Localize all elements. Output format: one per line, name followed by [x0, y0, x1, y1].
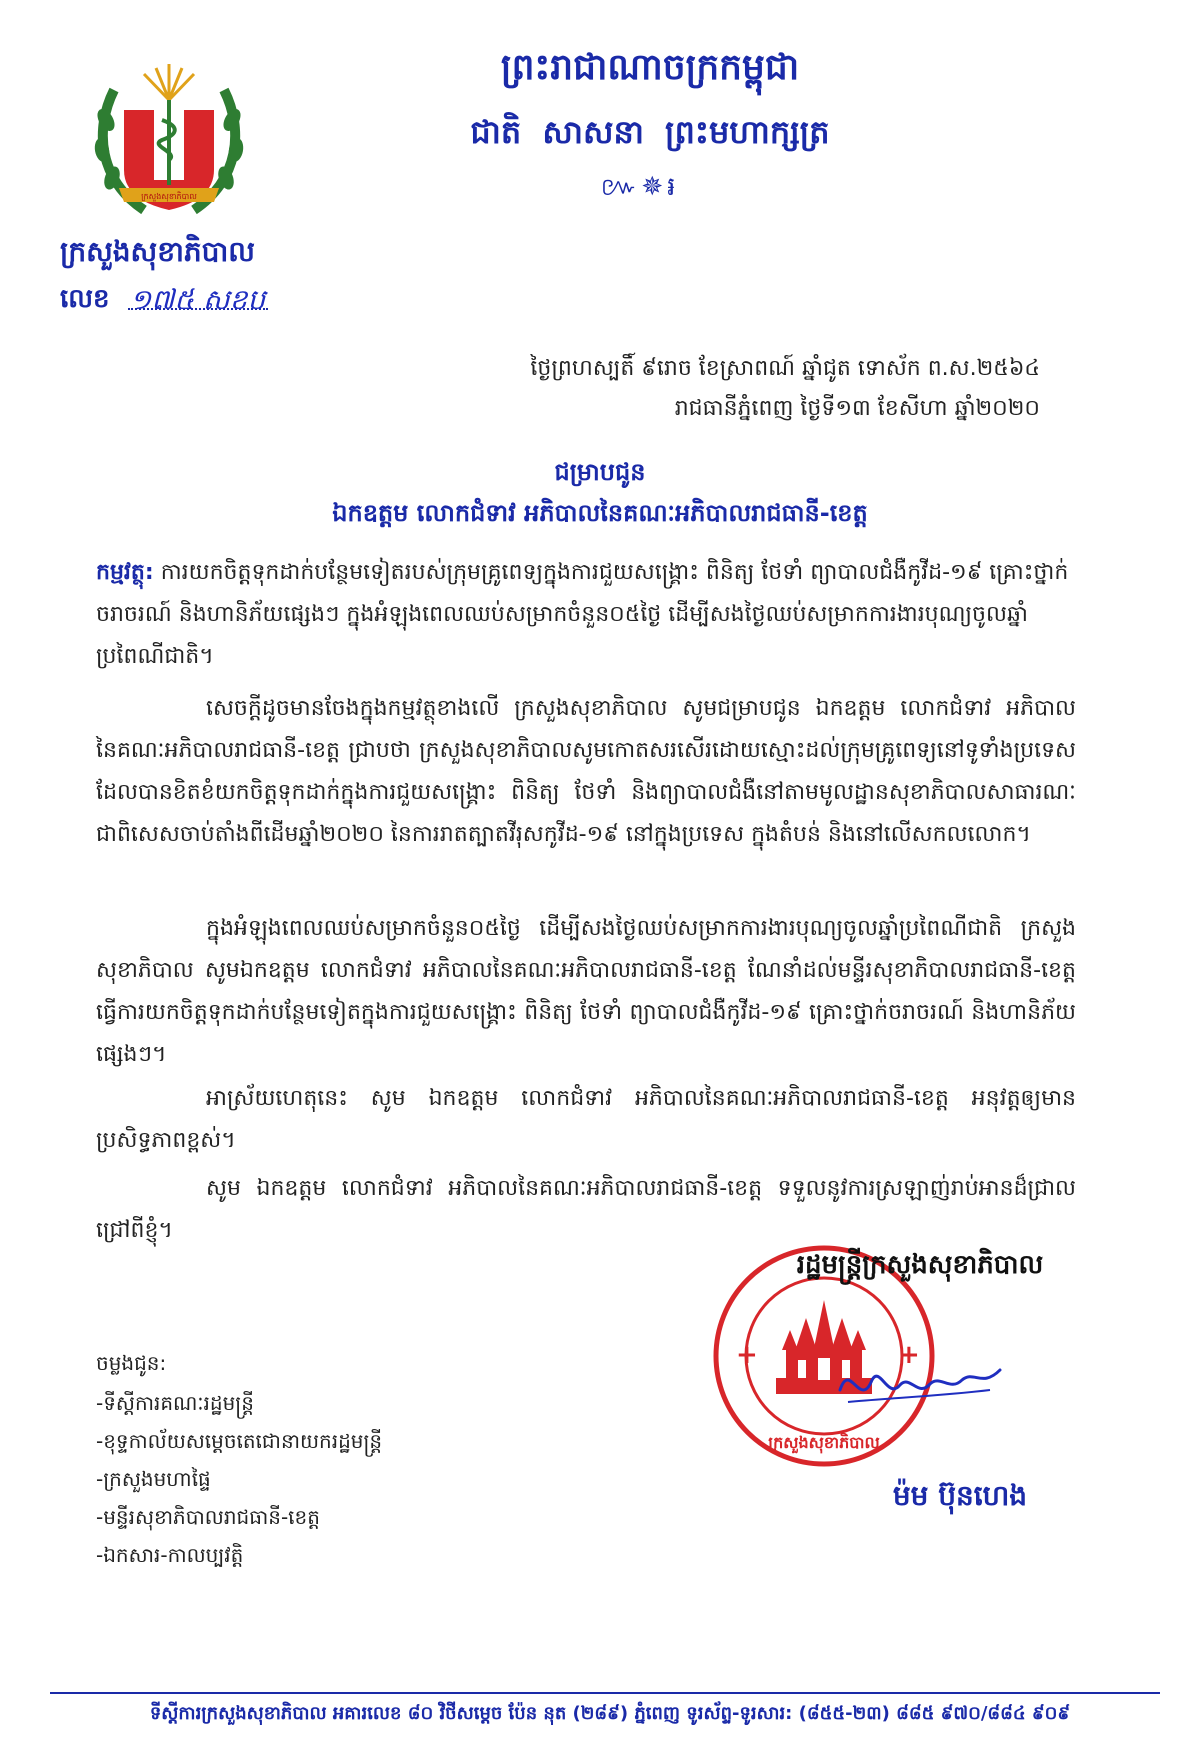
stamp-text: ក្រសួងសុខាភិបាល [768, 1433, 880, 1452]
subject-text: ការយកចិត្តទុកដាក់បន្ថែមទៀតរបស់ក្រុមគ្រូពេទ្យក្នុងការជួយសង្គ្រោះ ពិនិត្យ ថែទាំ ព្យាបាលជំងឺកូវីដ-១៩ គ្រោះថ្នាក់ចរាចរណ៍ និងហានិភ័យផ្សេងៗ ក្នុងអំឡុងពេលឈប់សម្រាកចំនួន០៥ថ្ងៃ ដើម្បីសងថ្ងៃឈប់សម្រាកការងារបុណ្យចូលឆ្នាំប្រពៃណីជាតិ។ [96, 560, 1069, 669]
reference-number [60, 282, 380, 322]
reference-value: ១៧៥ សខប [130, 283, 266, 316]
footer-divider [50, 1692, 1160, 1694]
solar-date: រាជធានីភ្នំពេញ ថ្ងៃទី១៣ ខែសីហា ឆ្នាំ២០២០ [674, 396, 1040, 421]
ministry-name: ក្រសួងសុខាភិបាល [60, 235, 255, 268]
body-paragraph-1: សេចក្តីដូចមានចែងក្នុងកម្មវត្ថុខាងលើ ក្រសួងសុខាភិបាល សូមជម្រាបជូន ឯកឧត្តម លោកជំទាវ អភិបាលនៃគណៈអភិបាលរាជធានី-ខេត្ត ជ្រាបថា ក្រសួងសុខាភិបាលសូមកោតសរសើរដោយស្មោះដល់ក្រុមគ្រូពេទ្យនៅទូទាំងប្រទេសដែលបានខិតខំយកចិត្តទុកដាក់ក្នុងការជួយសង្គ្រោះ ពិនិត្យ ថែទាំ និងព្យាបាលជំងឺនៅតាមមូលដ្ឋានសុខាភិបាលសាធារណៈ ជាពិសេសចាប់តាំងពីដើមឆ្នាំ២០២០ នៃការរាតត្បាតវីរុសកូវីដ-១៩ នៅក្នុងប្រទេស ក្នុងតំបន់ និងនៅលើសកលលោក។ [96, 696, 1076, 847]
body-paragraph-4: សូម ឯកឧត្តម លោកជំទាវ អភិបាលនៃគណៈអភិបាលរាជធានី-ខេត្ត ទទួលនូវការស្រឡាញ់រាប់អានដ៏ជ្រាលជ្រៅពីខ្ញុំ។ [96, 1176, 1076, 1243]
svg-text:+: + [736, 1340, 758, 1370]
cc-item: -ទីស្តីការគណៈរដ្ឋមន្ត្រី [96, 1391, 254, 1415]
lunar-date: ថ្ងៃព្រហស្បតិ៍ ៩រោច ខែស្រាពណ៍ ឆ្នាំជូត ទោស័ក ព.ស.២៥៦៤ [530, 356, 1040, 381]
body-paragraph-3: អាស្រ័យហេតុនេះ សូម ឯកឧត្តម លោកជំទាវ អភិបាលនៃគណៈអភិបាលរាជធានី-ខេត្ត អនុវត្តឲ្យមានប្រសិទ្ធភាពខ្ពស់។ [96, 1086, 1076, 1153]
ornament-divider: ៚✵៛ [600, 172, 680, 202]
cc-heading: ចម្លងជូន: [96, 1351, 167, 1375]
cc-item: -ក្រសួងមហាផ្ទៃ [96, 1467, 211, 1491]
signer-title: រដ្ឋមន្ត្រីក្រសួងសុខាភិបាល [796, 1250, 1044, 1280]
subject-label: កម្មវត្ថុ: [96, 560, 154, 585]
body-paragraph-2: ក្នុងអំឡុងពេលឈប់សម្រាកចំនួន០៥ថ្ងៃ ដើម្បីសងថ្ងៃឈប់សម្រាកការងារបុណ្យចូលឆ្នាំប្រពៃណីជាតិ ក្រសួងសុខាភិបាល សូមឯកឧត្តម លោកជំទាវ អភិបាលនៃគណៈអភិបាលរាជធានី-ខេត្ត ណែនាំដល់មន្ទីរសុខាភិបាលរាជធានី-ខេត្ត ធ្វើការយកចិត្តទុកដាក់បន្ថែមទៀតក្នុងការជួយសង្គ្រោះ ពិនិត្យ ថែទាំ ព្យាបាលជំងឺកូវីដ-១៩ គ្រោះថ្នាក់ចរាចរណ៍ និងហានិភ័យផ្សេងៗ។ [96, 916, 1076, 1067]
signature-icon [830, 1340, 1010, 1420]
national-motto: ជាតិ សាសនា ព្រះមហាក្សត្រ [470, 113, 830, 151]
cc-item: -ខុទ្ទកាល័យសម្តេចតេជោនាយករដ្ឋមន្ត្រី [96, 1429, 383, 1453]
addressee-heading: ជម្រាបជូន [554, 458, 646, 486]
footer-address: ទីស្តីការក្រសួងសុខាភិបាល អគារលេខ ៨០ វិថីសម្តេច ប៉ែន នុត (២៨៩) ភ្នំពេញ ទូរស័ព្ទ-ទូរសារ: (៨៥៥-២៣) ៨៨៥ ៩៧០/៨៨៤ ៩០៩ [149, 1703, 1071, 1724]
addressee-recipient: ឯកឧត្តម លោកជំទាវ អភិបាលនៃគណៈអភិបាលរាជធានី-ខេត្ត [332, 499, 868, 527]
svg-text:+: + [898, 1340, 920, 1370]
cc-list [96, 1384, 696, 1574]
signer-name: ម៉ម ប៊ុនហេង [892, 1479, 1028, 1512]
subject-block [96, 552, 1076, 678]
cc-item: -ឯកសារ-កាលប្បវត្តិ [96, 1543, 244, 1567]
cc-item: -មន្ទីរសុខាភិបាលរាជធានី-ខេត្ត [96, 1505, 320, 1529]
logo-text: ក្រសួងសុខាភិបាល [141, 192, 197, 201]
ministry-logo-icon [84, 60, 254, 230]
reference-label: លេខ [60, 284, 110, 314]
kingdom-title: ព្រះរាជាណាចក្រកម្ពុជា [500, 47, 800, 88]
